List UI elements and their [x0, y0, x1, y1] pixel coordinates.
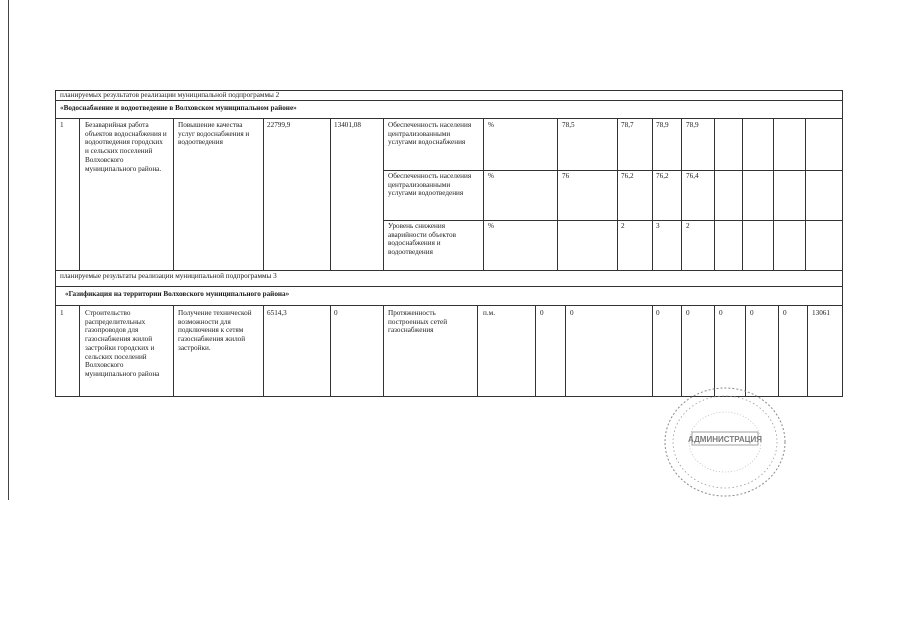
indicator-name: Протяженность построенных сетей газоснабжения	[388, 309, 448, 335]
indicator-value: 0	[686, 309, 690, 317]
section3-title: «Газификация на территории Волховского муниципального района»	[65, 290, 290, 298]
indicator-name: Обеспеченность населения централизованными услугами водоснабжения	[388, 121, 472, 147]
indicator-name: Обеспеченность населения централизованными услугами водоотведения	[388, 172, 472, 198]
indicator-value: 76,2	[621, 172, 634, 180]
amount-1-cell: 22799,9	[267, 121, 291, 129]
goal-cell: Повышение качества услуг водоснабжения и водоотведения	[178, 121, 250, 147]
measure-cell: Безаварийная работа объектов водоснабжения и водоотведения городских и сельских поселений Волховского муниципального района.	[85, 121, 167, 173]
measure-cell: Строительство распределительных газопроводов для газоснабжения жилой застройки городских и сельских поселений Волховского муниципального района	[85, 309, 160, 378]
section3-results-header: планируемые результаты реализации муниципальной подпрограммы 3	[60, 272, 277, 280]
indicator-value: 2	[621, 222, 625, 230]
indicator-value: 78,7	[621, 121, 634, 129]
indicator-value: 0	[750, 309, 754, 317]
official-stamp	[660, 383, 790, 501]
indicator-unit: п.м.	[483, 309, 495, 317]
amount-1-cell: 6514,3	[267, 309, 287, 317]
indicator-unit: %	[488, 121, 494, 129]
stamp-seal-icon	[660, 383, 790, 501]
indicator-value: 0	[783, 309, 787, 317]
svg-text:АДМИНИСТРАЦИЯ: АДМИНИСТРАЦИЯ	[688, 435, 762, 444]
amount-2-cell: 0	[334, 309, 338, 317]
indicator-value: 78,9	[686, 121, 699, 129]
indicator-unit: %	[488, 172, 494, 180]
goal-cell: Получение технической возможности для подключения к сетям газоснабжения жилой застройки.	[178, 309, 252, 352]
indicator-value: 13061	[812, 309, 830, 317]
indicator-value: 76,2	[656, 172, 669, 180]
indicator-value: 2	[686, 222, 690, 230]
indicator-value: 0	[719, 309, 723, 317]
indicator-value: 3	[656, 222, 660, 230]
section2-title: «Водоснабжение и водоотведение в Волховском муниципальном районе»	[60, 104, 297, 112]
indicator-value: 0	[570, 309, 574, 317]
section2-results-header: планируемых результатов реализации муниципальной подпрограммы 2	[60, 91, 280, 99]
indicator-value: 76	[562, 172, 570, 180]
indicator-value: 0	[540, 309, 544, 317]
indicator-value: 78,9	[656, 121, 669, 129]
row-number: 1	[60, 121, 64, 129]
indicator-value: 76,4	[686, 172, 699, 180]
amount-2-cell: 13401,08	[334, 121, 361, 129]
indicator-name: Уровень снижения аварийности объектов водоснабжения и водоотведения	[388, 222, 456, 257]
indicator-value: 0	[656, 309, 660, 317]
page-edge-line	[8, 0, 9, 500]
indicator-unit: %	[488, 222, 494, 230]
indicator-value: 78,5	[562, 121, 575, 129]
row-number: 1	[60, 309, 64, 317]
